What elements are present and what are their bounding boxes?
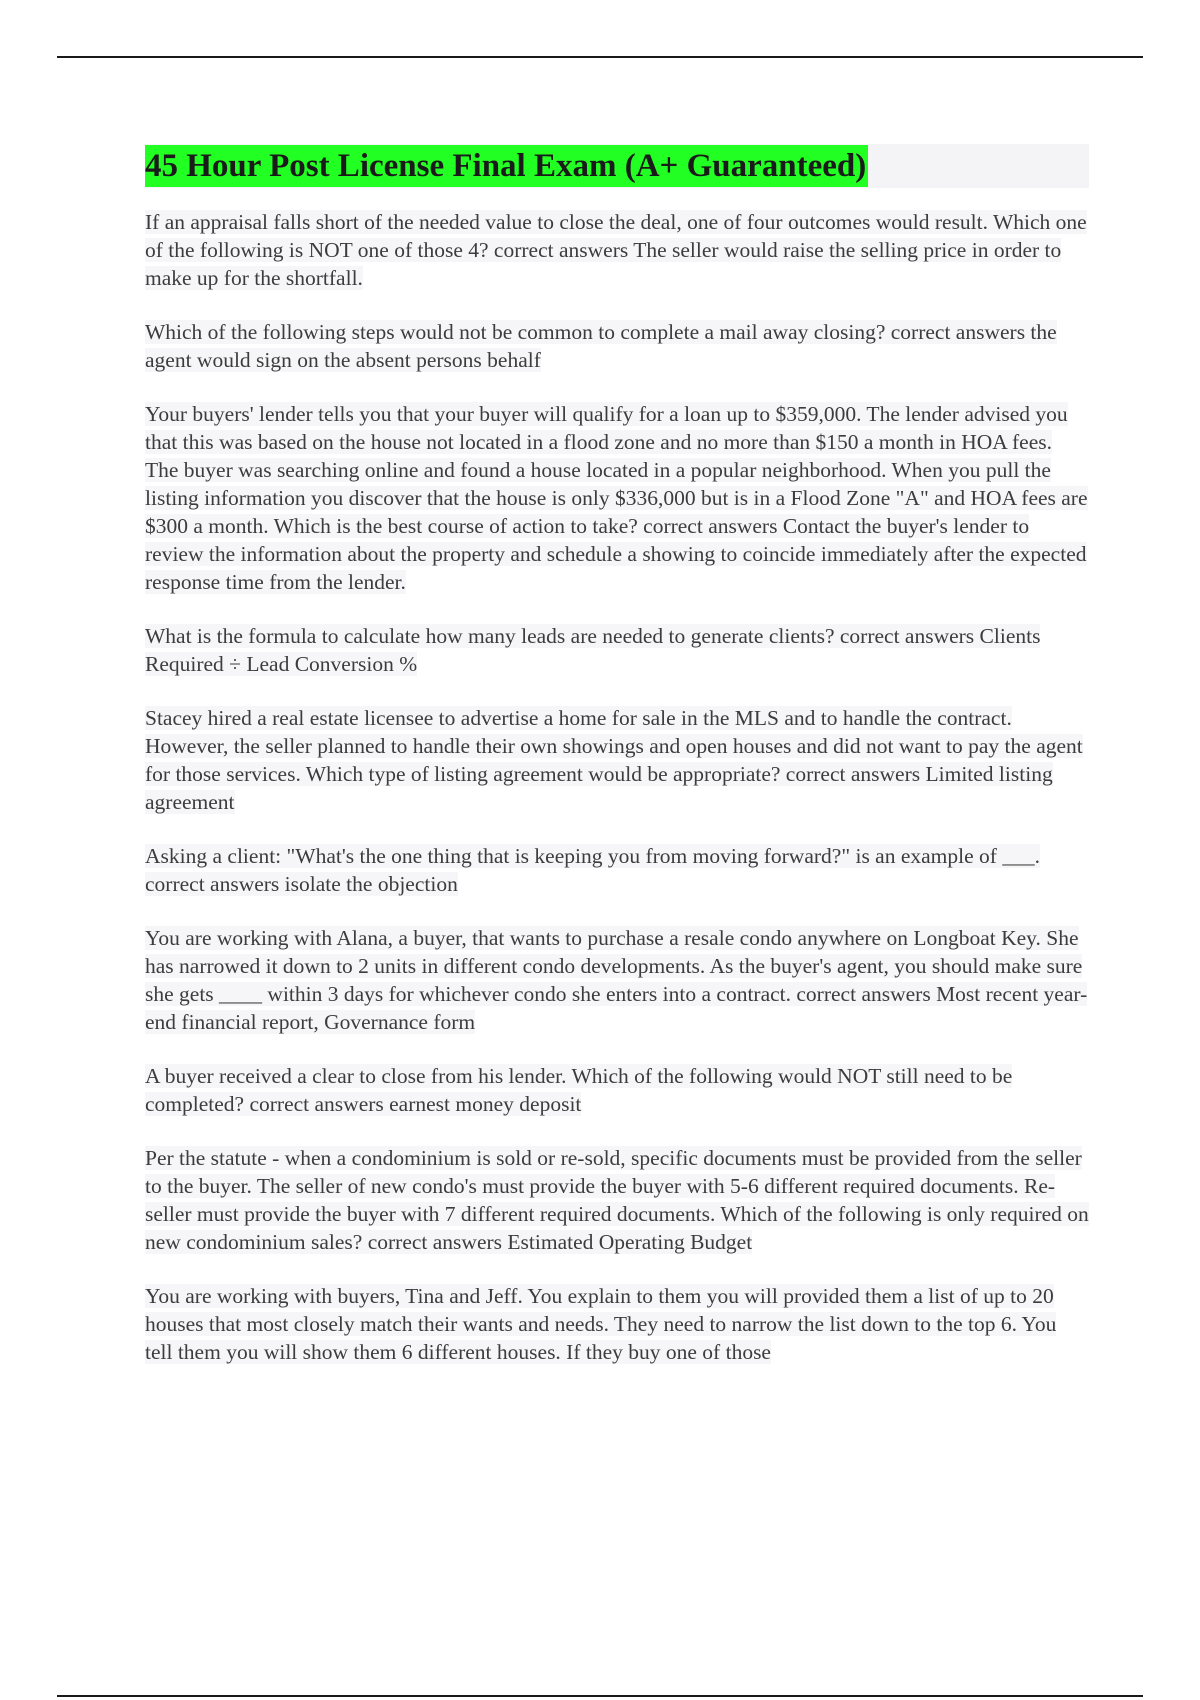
question-item xyxy=(145,704,1089,816)
question-item xyxy=(145,208,1089,292)
question-item xyxy=(145,400,1089,596)
title-band xyxy=(145,144,1089,188)
question-text: Your buyers' lender tells you that your buyer will qualify for a loan up to $359,000. The lender advised you that this was based on the house not located in a flood zone and no more than $150 a month in HOA fees. The buyer was searching online and found a house located in a popular neighborhood. When you pull the listing information you discover that the house is only $336,000 but is in a Flood Zone "A" and HOA fees are $300 a month. Which is the best course of action to take? correct answers Contact the buyer's lender to review the information about the property and schedule a showing to coincide immediately after the expected response time from the lender. xyxy=(145,402,1088,594)
question-text: Per the statute - when a condominium is sold or re-sold, specific documents must be provided from the seller to the buyer. The seller of new condo's must provide the buyer with 5-6 different required documents. Re-seller must provide the buyer with 7 different required documents. Which of the following is only required on new condominium sales? correct answers Estimated Operating Budget xyxy=(145,1146,1089,1254)
question-item xyxy=(145,318,1089,374)
question-item xyxy=(145,622,1089,678)
question-text: Which of the following steps would not be common to complete a mail away closing? correct answers the agent would sign on the absent persons behalf xyxy=(145,320,1057,372)
question-item xyxy=(145,1144,1089,1256)
question-text: If an appraisal falls short of the needed value to close the deal, one of four outcomes would result. Which one of the following is NOT one of those 4? correct answers The seller would raise the selling price in order to make up for the shortfall. xyxy=(145,210,1087,290)
question-text: You are working with buyers, Tina and Jeff. You explain to them you will provided them a list of up to 20 houses that most closely match their wants and needs. They need to narrow the list down to the top 6. You tell them you will show them 6 different houses. If they buy one of those xyxy=(145,1284,1057,1364)
document-body xyxy=(145,144,1089,1392)
question-text: You are working with Alana, a buyer, that wants to purchase a resale condo anywhere on Longboat Key. She has narrowed it down to 2 units in different condo developments. As the buyer's agent, you should make sure she gets ____ within 3 days for whichever condo she enters into a contract. correct answers Most recent year-end financial report, Governance form xyxy=(145,926,1088,1034)
question-text: What is the formula to calculate how many leads are needed to generate clients? correct answers Clients Required ÷ Lead Conversion % xyxy=(145,624,1041,676)
question-item xyxy=(145,1062,1089,1118)
question-item xyxy=(145,924,1089,1036)
question-text: Asking a client: "What's the one thing that is keeping you from moving forward?" is an example of ___. correct answers isolate the objection xyxy=(145,844,1040,896)
question-item xyxy=(145,842,1089,898)
bottom-rule xyxy=(57,1695,1143,1697)
question-item xyxy=(145,1282,1089,1366)
question-text: A buyer received a clear to close from his lender. Which of the following would NOT still need to be completed? correct answers earnest money deposit xyxy=(145,1064,1013,1116)
question-text: Stacey hired a real estate licensee to advertise a home for sale in the MLS and to handle the contract. However, the seller planned to handle their own showings and open houses and did not want to pay the agent for those services. Which type of listing agreement would be appropriate? correct answers Limited listing agreement xyxy=(145,706,1083,814)
document-title: 45 Hour Post License Final Exam (A+ Guaranteed) xyxy=(145,145,868,187)
top-rule xyxy=(57,56,1143,58)
